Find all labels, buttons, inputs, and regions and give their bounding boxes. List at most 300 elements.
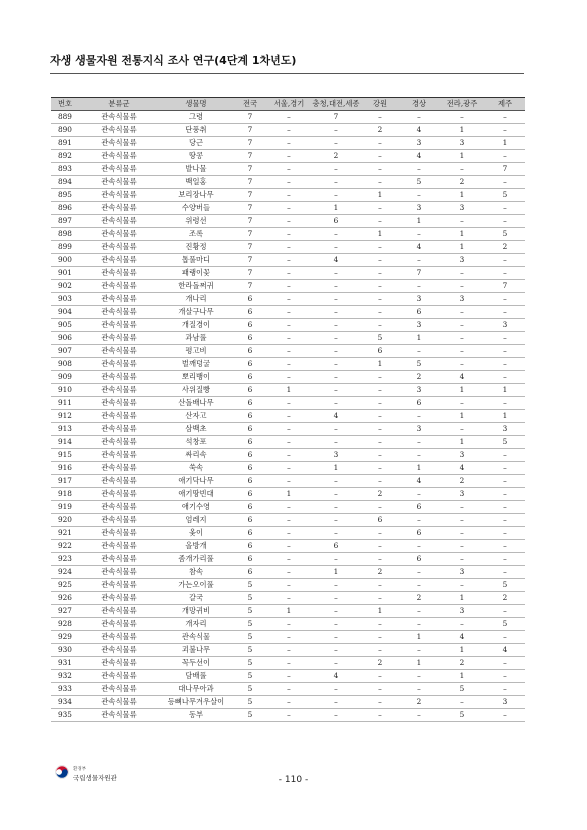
table-cell: 관속식물류 — [79, 410, 159, 423]
table-cell: – — [311, 436, 361, 449]
table-cell: – — [361, 150, 399, 163]
table-cell: 5 — [233, 579, 267, 592]
table-cell: 1 — [267, 605, 311, 618]
table-cell: – — [439, 527, 485, 540]
table-cell: 7 — [233, 150, 267, 163]
table-cell: 당근 — [159, 137, 233, 150]
table-cell: 910 — [51, 384, 79, 397]
table-cell: 5 — [233, 644, 267, 657]
table-cell: 관속식물류 — [79, 319, 159, 332]
table-cell: – — [267, 501, 311, 514]
table-cell: 개나리 — [159, 293, 233, 306]
table-cell: – — [439, 514, 485, 527]
table-cell: – — [361, 436, 399, 449]
table-cell: 914 — [51, 436, 79, 449]
table-cell: 2 — [399, 371, 439, 384]
table-cell: 2 — [399, 696, 439, 709]
table-cell: – — [439, 501, 485, 514]
table-cell: 3 — [399, 137, 439, 150]
page-number: - 110 - — [278, 775, 309, 785]
table-cell: – — [311, 241, 361, 254]
table-cell: 발나물 — [159, 163, 233, 176]
table-cell: – — [267, 319, 311, 332]
table-cell: – — [267, 579, 311, 592]
table-cell: 6 — [361, 345, 399, 358]
table-cell: – — [267, 527, 311, 540]
table-cell: 924 — [51, 566, 79, 579]
table-cell: 6 — [233, 384, 267, 397]
table-cell: 7 — [233, 202, 267, 215]
table-cell: 2 — [439, 176, 485, 189]
table-cell: – — [267, 553, 311, 566]
table-cell: 3 — [399, 202, 439, 215]
table-cell: – — [485, 462, 525, 475]
table-cell: 6 — [233, 436, 267, 449]
column-header: 충청,대전,세종 — [311, 98, 361, 111]
table-cell: – — [311, 280, 361, 293]
table-cell: 6 — [233, 423, 267, 436]
table-cell: – — [399, 670, 439, 683]
table-cell: – — [439, 618, 485, 631]
table-cell: – — [267, 371, 311, 384]
table-cell: 백일홍 — [159, 176, 233, 189]
table-cell: – — [311, 709, 361, 722]
table-cell: 6 — [233, 462, 267, 475]
table-row — [51, 553, 525, 566]
table-cell: – — [361, 306, 399, 319]
table-cell: – — [439, 345, 485, 358]
table-cell: 관속식물류 — [79, 501, 159, 514]
table-cell: 6 — [233, 306, 267, 319]
table-cell: 4 — [311, 410, 361, 423]
table-cell: 6 — [233, 319, 267, 332]
table-cell: 6 — [233, 475, 267, 488]
table-cell: – — [399, 228, 439, 241]
table-cell: – — [361, 280, 399, 293]
table-cell: 4 — [439, 631, 485, 644]
table-cell: 6 — [233, 501, 267, 514]
table-cell: 관속식물류 — [79, 384, 159, 397]
table-cell: 올방개 — [159, 540, 233, 553]
table-cell: 902 — [51, 280, 79, 293]
table-cell: – — [485, 670, 525, 683]
table-cell: – — [485, 540, 525, 553]
table-cell: – — [311, 332, 361, 345]
table-row — [51, 293, 525, 306]
column-header: 제주 — [485, 98, 525, 111]
table-row — [51, 566, 525, 579]
table-cell: 관속식물류 — [79, 137, 159, 150]
table-cell: – — [311, 124, 361, 137]
table-cell: – — [361, 267, 399, 280]
table-cell: 3 — [485, 319, 525, 332]
table-cell: – — [267, 423, 311, 436]
table-cell: 관속식물류 — [79, 553, 159, 566]
table-cell: 1 — [399, 631, 439, 644]
table-cell: 옻이 — [159, 527, 233, 540]
table-cell: – — [267, 644, 311, 657]
table-cell: – — [361, 592, 399, 605]
table-cell: 2 — [311, 150, 361, 163]
table-cell: – — [399, 189, 439, 202]
table-cell: 과남풀 — [159, 332, 233, 345]
table-cell: 3 — [439, 293, 485, 306]
table-cell: 관속식물류 — [79, 163, 159, 176]
table-cell: 관속식물류 — [79, 540, 159, 553]
table-cell: 1 — [439, 592, 485, 605]
table-cell: 6 — [399, 306, 439, 319]
table-cell: 896 — [51, 202, 79, 215]
column-header: 전국 — [233, 98, 267, 111]
table-cell: – — [311, 696, 361, 709]
table-cell: 1 — [439, 410, 485, 423]
table-cell: 1 — [439, 124, 485, 137]
table-cell: – — [267, 618, 311, 631]
table-cell: – — [267, 189, 311, 202]
table-cell: – — [311, 189, 361, 202]
column-header: 분류군 — [79, 98, 159, 111]
table-cell: 관속식물류 — [79, 176, 159, 189]
table-cell: – — [361, 618, 399, 631]
table-cell: 4 — [399, 475, 439, 488]
table-cell: – — [361, 410, 399, 423]
table-cell: – — [361, 202, 399, 215]
table-cell: 관속식물류 — [79, 657, 159, 670]
table-cell: 5 — [233, 592, 267, 605]
table-cell: 조록 — [159, 228, 233, 241]
table-cell: – — [485, 709, 525, 722]
table-cell: – — [399, 449, 439, 462]
table-header-row — [51, 98, 525, 111]
table-cell: 906 — [51, 332, 79, 345]
table-cell: 괴불나무 — [159, 644, 233, 657]
table-cell: – — [361, 462, 399, 475]
table-cell: 5 — [485, 618, 525, 631]
table-cell: 관속식물류 — [79, 475, 159, 488]
table-cell: 관속식물류 — [79, 579, 159, 592]
table-cell: – — [267, 410, 311, 423]
table-row — [51, 670, 525, 683]
table-row — [51, 254, 525, 267]
table-cell: – — [485, 371, 525, 384]
column-header: 전라,광주 — [439, 98, 485, 111]
table-cell: 1 — [439, 150, 485, 163]
table-cell: – — [311, 358, 361, 371]
table-cell: – — [439, 319, 485, 332]
table-row — [51, 501, 525, 514]
table-cell: – — [399, 254, 439, 267]
table-cell: – — [439, 553, 485, 566]
table-cell: 2 — [399, 592, 439, 605]
table-cell: – — [311, 163, 361, 176]
table-cell: – — [267, 345, 311, 358]
footer-organization: 국립생물자원관 — [73, 774, 117, 782]
table-cell: 2 — [439, 657, 485, 670]
table-cell: 관속식물류 — [79, 670, 159, 683]
table-cell: 3 — [439, 605, 485, 618]
table-cell: – — [439, 579, 485, 592]
table-cell: 그령 — [159, 111, 233, 124]
table-cell: 꼭두선이 — [159, 657, 233, 670]
table-cell: 관속식물류 — [79, 293, 159, 306]
table-row — [51, 111, 525, 124]
table-cell: – — [485, 345, 525, 358]
table-cell: 4 — [311, 254, 361, 267]
table-cell: 3 — [399, 423, 439, 436]
table-cell: 925 — [51, 579, 79, 592]
table-cell: 2 — [361, 657, 399, 670]
table-cell: – — [311, 618, 361, 631]
table-cell: – — [361, 449, 399, 462]
table-cell: – — [311, 319, 361, 332]
table-cell: 1 — [361, 189, 399, 202]
table-cell: 5 — [233, 670, 267, 683]
table-row — [51, 540, 525, 553]
table-cell: – — [439, 423, 485, 436]
table-row — [51, 631, 525, 644]
table-cell: 관속식물류 — [79, 280, 159, 293]
footer-ministry: 환경부 — [73, 767, 87, 772]
table-cell: 6 — [399, 501, 439, 514]
table-cell: 관속식물류 — [79, 150, 159, 163]
table-cell: 관속식물류 — [79, 644, 159, 657]
table-cell: 891 — [51, 137, 79, 150]
table-cell: 2 — [361, 124, 399, 137]
table-cell: 7 — [233, 189, 267, 202]
table-cell: 관속식물류 — [79, 462, 159, 475]
table-cell: 897 — [51, 215, 79, 228]
table-cell: – — [311, 397, 361, 410]
table-cell: 6 — [233, 293, 267, 306]
table-cell: 6 — [233, 332, 267, 345]
table-cell: – — [267, 228, 311, 241]
table-row — [51, 605, 525, 618]
table-row — [51, 280, 525, 293]
table-cell: – — [485, 150, 525, 163]
table-cell: – — [311, 657, 361, 670]
table-cell: 6 — [399, 527, 439, 540]
table-cell: – — [399, 436, 439, 449]
table-cell: 934 — [51, 696, 79, 709]
table-cell: 관속식물류 — [79, 527, 159, 540]
table-cell: 2 — [485, 241, 525, 254]
table-cell: 관속식물류 — [79, 189, 159, 202]
table-cell: – — [399, 605, 439, 618]
table-cell: 933 — [51, 683, 79, 696]
table-cell: – — [485, 293, 525, 306]
table-cell: 4 — [439, 371, 485, 384]
table-cell: – — [361, 579, 399, 592]
table-cell: 관속식물류 — [79, 111, 159, 124]
table-row — [51, 436, 525, 449]
table-cell: – — [311, 228, 361, 241]
table-cell: – — [485, 514, 525, 527]
table-cell: 관속식물류 — [79, 345, 159, 358]
table-cell: 899 — [51, 241, 79, 254]
table-cell: 919 — [51, 501, 79, 514]
table-cell: 6 — [311, 215, 361, 228]
table-cell: 7 — [233, 111, 267, 124]
table-cell: 5 — [485, 228, 525, 241]
table-cell: – — [361, 215, 399, 228]
table-cell: 5 — [233, 696, 267, 709]
table-cell: 1 — [361, 358, 399, 371]
table-row — [51, 657, 525, 670]
table-cell: – — [311, 579, 361, 592]
table-row — [51, 644, 525, 657]
column-header: 생물명 — [159, 98, 233, 111]
table-cell: – — [485, 124, 525, 137]
table-cell: – — [311, 501, 361, 514]
table-cell: – — [361, 371, 399, 384]
table-cell: – — [267, 254, 311, 267]
table-cell: – — [485, 111, 525, 124]
table-cell: 1 — [439, 241, 485, 254]
table-cell: 917 — [51, 475, 79, 488]
table-cell: – — [485, 254, 525, 267]
table-cell: – — [267, 592, 311, 605]
table-cell: – — [311, 475, 361, 488]
table-cell: 892 — [51, 150, 79, 163]
table-cell: 927 — [51, 605, 79, 618]
table-cell: 921 — [51, 527, 79, 540]
table-cell: – — [485, 202, 525, 215]
table-cell: 5 — [233, 618, 267, 631]
table-cell: 5 — [233, 605, 267, 618]
table-cell: – — [399, 683, 439, 696]
table-cell: 산돌배나무 — [159, 397, 233, 410]
table-cell: 2 — [485, 592, 525, 605]
table-row — [51, 150, 525, 163]
table-cell: 930 — [51, 644, 79, 657]
table-cell: 관속식물류 — [79, 228, 159, 241]
table-cell: 참속 — [159, 566, 233, 579]
table-cell: 918 — [51, 488, 79, 501]
table-cell: 7 — [233, 280, 267, 293]
table-row — [51, 345, 525, 358]
table-cell: – — [361, 254, 399, 267]
table-cell: 3 — [485, 423, 525, 436]
table-cell: 7 — [399, 267, 439, 280]
table-cell: – — [361, 527, 399, 540]
table-cell: 관속식물류 — [79, 436, 159, 449]
table-cell: – — [399, 280, 439, 293]
table-cell: – — [361, 631, 399, 644]
table-cell: 관속식물류 — [79, 423, 159, 436]
table-cell: 3 — [439, 449, 485, 462]
table-cell: – — [485, 332, 525, 345]
table-cell: – — [361, 397, 399, 410]
table-cell: 911 — [51, 397, 79, 410]
table-cell: – — [311, 345, 361, 358]
table-cell: 3 — [439, 488, 485, 501]
table-cell: 관속식물류 — [79, 215, 159, 228]
table-cell: – — [399, 579, 439, 592]
table-cell: 5 — [233, 709, 267, 722]
table-cell: – — [267, 657, 311, 670]
table-row — [51, 579, 525, 592]
table-cell: – — [267, 670, 311, 683]
table-cell: 5 — [361, 332, 399, 345]
table-cell: 923 — [51, 553, 79, 566]
table-cell: 좀개가리풀 — [159, 553, 233, 566]
table-cell: – — [267, 566, 311, 579]
table-cell: 7 — [233, 254, 267, 267]
table-row — [51, 514, 525, 527]
table-cell: 7 — [233, 137, 267, 150]
table-cell: 관속식물류 — [79, 358, 159, 371]
table-cell: 1 — [399, 462, 439, 475]
table-cell: – — [361, 319, 399, 332]
table-cell: 6 — [399, 397, 439, 410]
table-cell: – — [485, 358, 525, 371]
table-cell: – — [439, 358, 485, 371]
table-cell: – — [267, 540, 311, 553]
table-cell: – — [267, 696, 311, 709]
table-cell: – — [439, 696, 485, 709]
table-cell: 싸리속 — [159, 449, 233, 462]
header-rule — [50, 73, 524, 74]
table-cell: 관속식물류 — [79, 488, 159, 501]
table-cell: 한라돌쩌귀 — [159, 280, 233, 293]
table-cell: 4 — [399, 124, 439, 137]
table-cell: 애기수영 — [159, 501, 233, 514]
table-cell: 889 — [51, 111, 79, 124]
table-cell: 땅콩 — [159, 150, 233, 163]
table-cell: 912 — [51, 410, 79, 423]
column-header: 서울,경기 — [267, 98, 311, 111]
table-cell: – — [361, 553, 399, 566]
table-cell: 928 — [51, 618, 79, 631]
table-cell: – — [399, 488, 439, 501]
table-cell: – — [439, 397, 485, 410]
table-row — [51, 332, 525, 345]
table-cell: 위령선 — [159, 215, 233, 228]
table-row — [51, 696, 525, 709]
table-cell: 915 — [51, 449, 79, 462]
table-cell: – — [267, 202, 311, 215]
table-cell: 1 — [439, 189, 485, 202]
table-cell: 단풍취 — [159, 124, 233, 137]
table-cell: 4 — [399, 150, 439, 163]
table-cell: – — [485, 215, 525, 228]
table-row — [51, 397, 525, 410]
table-cell: 5 — [399, 176, 439, 189]
table-row — [51, 488, 525, 501]
table-cell: – — [311, 137, 361, 150]
table-cell: – — [267, 150, 311, 163]
table-cell: 3 — [399, 319, 439, 332]
table-cell: 벌깨덩굴 — [159, 358, 233, 371]
table-cell: 갈국 — [159, 592, 233, 605]
table-cell: 1 — [361, 228, 399, 241]
table-cell: – — [267, 111, 311, 124]
table-cell: – — [439, 267, 485, 280]
table-cell: – — [485, 527, 525, 540]
table-cell: 관속식물류 — [79, 124, 159, 137]
table-row — [51, 423, 525, 436]
table-cell: – — [311, 631, 361, 644]
table-cell: 2 — [361, 488, 399, 501]
table-cell: 대나무아과 — [159, 683, 233, 696]
table-row — [51, 462, 525, 475]
table-cell: 관속식물류 — [79, 241, 159, 254]
table-cell: – — [485, 657, 525, 670]
table-row — [51, 163, 525, 176]
table-row — [51, 527, 525, 540]
table-cell: 3 — [399, 293, 439, 306]
table-cell: – — [399, 566, 439, 579]
